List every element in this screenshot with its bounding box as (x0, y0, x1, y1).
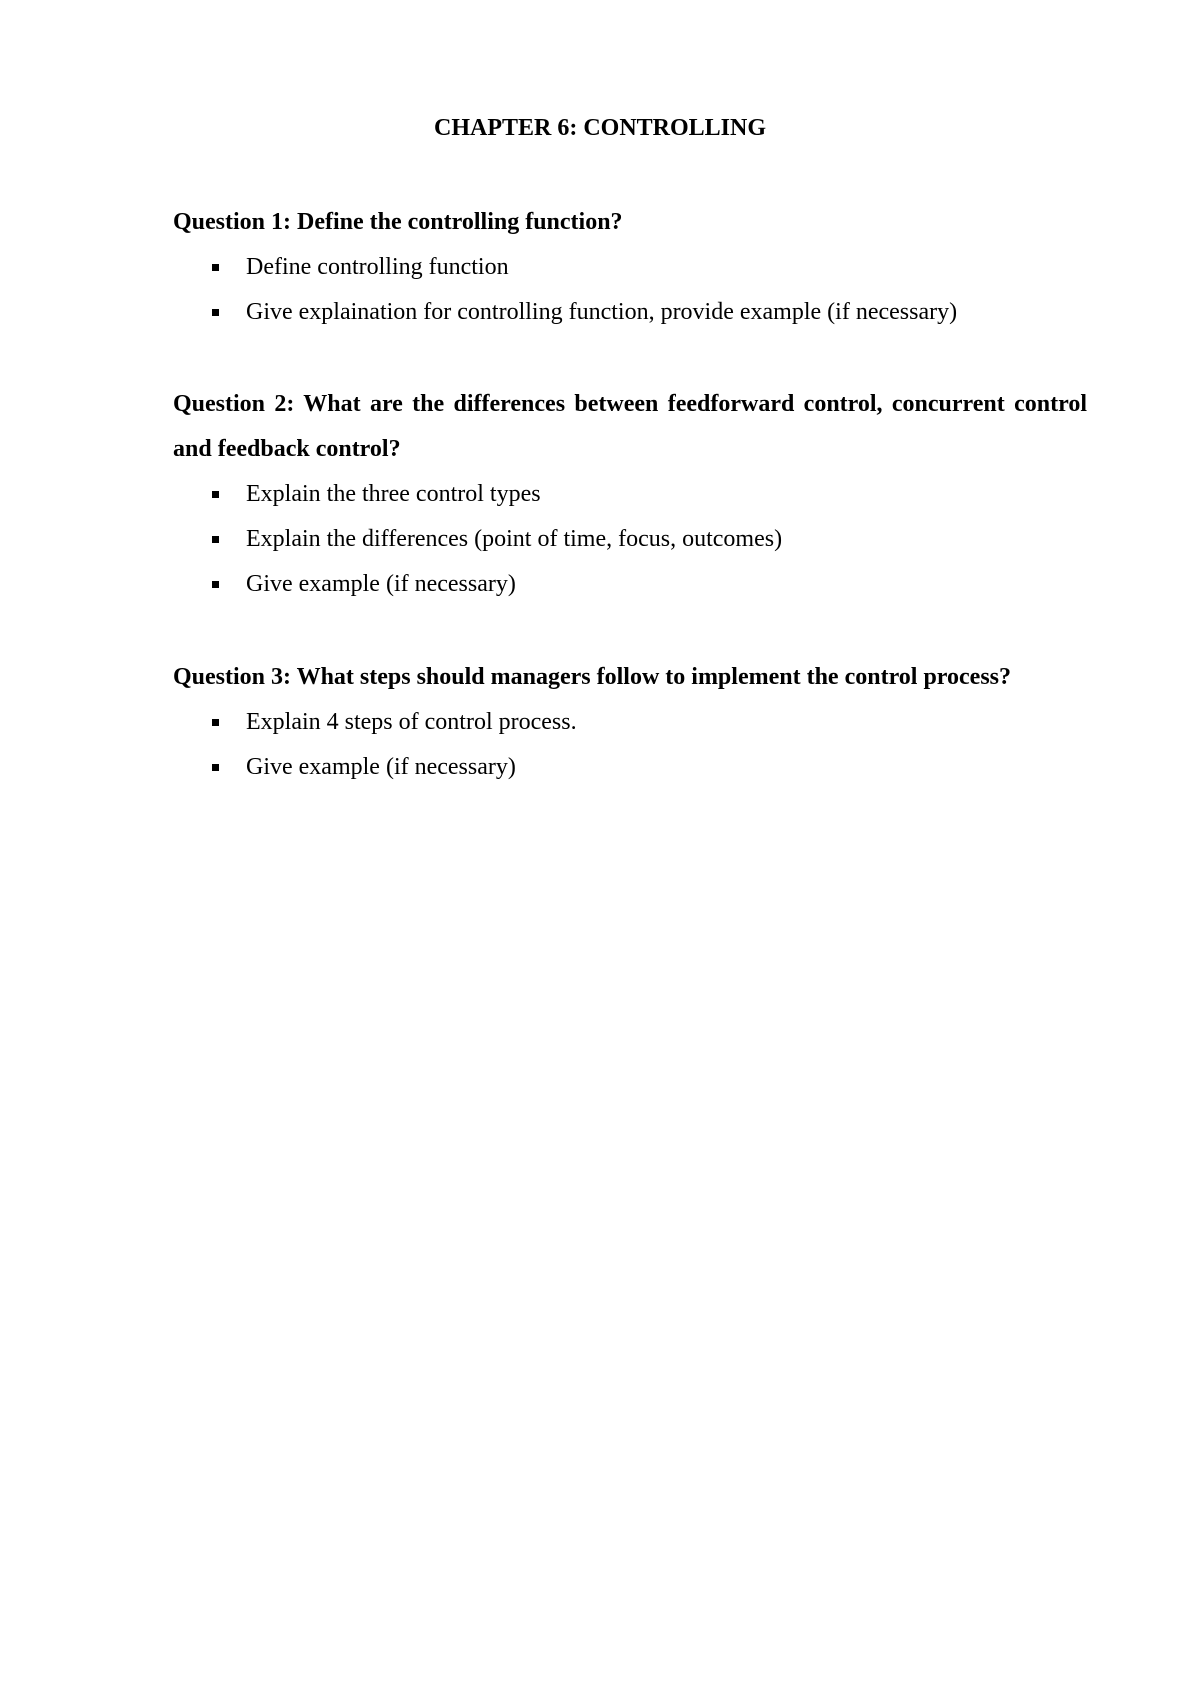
square-bullet-icon (212, 309, 219, 316)
list-item-text: Define controlling function (246, 254, 509, 280)
question-1-bullet-list (212, 245, 957, 335)
page-title: CHAPTER 6: CONTROLLING (433, 115, 767, 141)
list-item-text: Give example (if necessary) (246, 754, 516, 780)
square-bullet-icon (212, 264, 219, 271)
list-item-text: Give explaination for controlling function, provide example (if necessary) (246, 299, 958, 325)
square-bullet-icon (212, 719, 219, 726)
question-2-heading: Question 2: What are the differences between feedforward control, concurrent control and feedback control? (173, 391, 1087, 462)
list-item (212, 517, 782, 562)
square-bullet-icon (212, 536, 219, 543)
question-2-bullet-list (212, 472, 782, 607)
list-item (212, 290, 957, 335)
list-item (212, 562, 782, 607)
list-item (212, 472, 782, 517)
list-item-text: Explain 4 steps of control process. (246, 709, 577, 735)
question-3-heading: Question 3: What steps should managers follow to implement the control process? (173, 664, 1012, 690)
square-bullet-icon (212, 491, 219, 498)
list-item (212, 245, 957, 290)
list-item (212, 745, 577, 790)
list-item (212, 700, 577, 745)
list-item-text: Explain the three control types (246, 481, 541, 507)
list-item-text: Explain the differences (point of time, focus, outcomes) (246, 526, 783, 552)
square-bullet-icon (212, 764, 219, 771)
question-1-heading: Question 1: Define the controlling function? (173, 209, 623, 235)
question-3-bullet-list (212, 700, 577, 790)
list-item-text: Give example (if necessary) (246, 571, 516, 597)
square-bullet-icon (212, 581, 219, 588)
